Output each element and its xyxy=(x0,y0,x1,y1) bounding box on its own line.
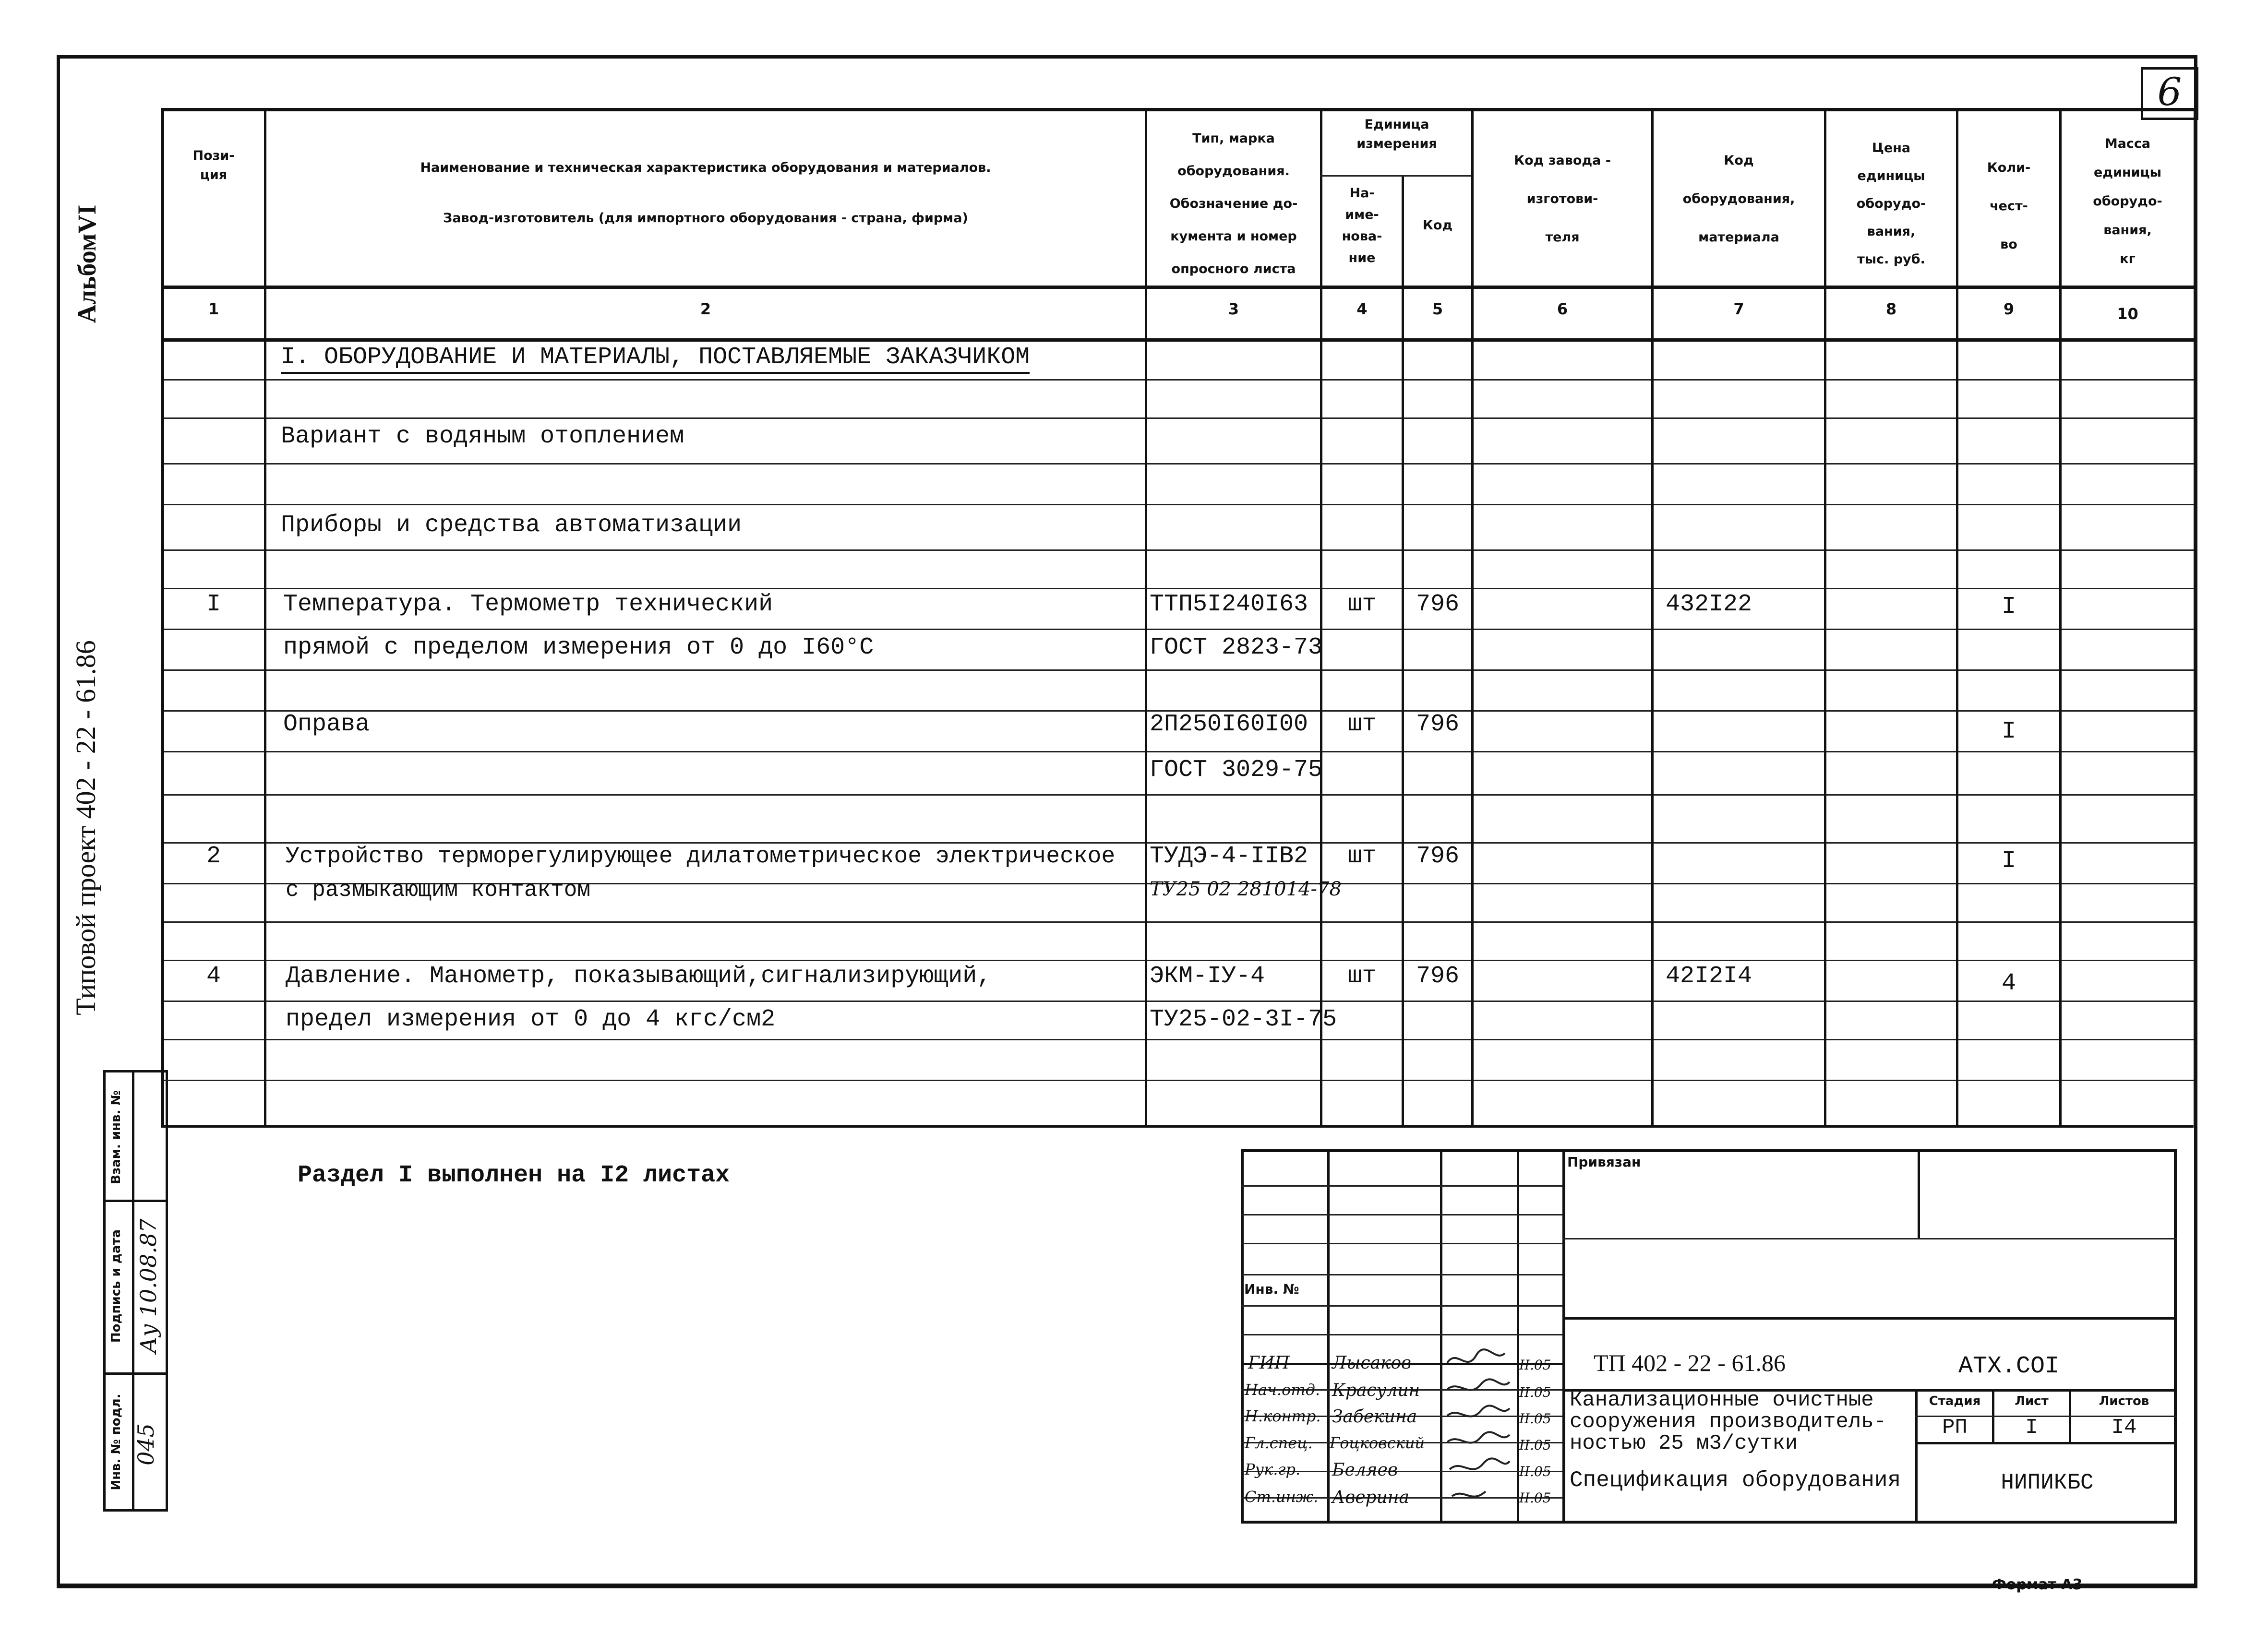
stage-label: Стадия xyxy=(1929,1394,1981,1408)
project-vertical-label: Типовой проект 402 - 22 - 61.86 xyxy=(70,640,101,1015)
colnum-3: 3 xyxy=(1228,300,1239,318)
inv-podl-value: 045 xyxy=(133,1423,159,1465)
row-type: 2П250I60I00 xyxy=(1150,711,1308,738)
signature-date: II.05 xyxy=(1519,1411,1551,1427)
row-type: ТУ25-02-3I-75 xyxy=(1150,1006,1337,1033)
row-unit: шт xyxy=(1347,711,1377,738)
colnum-1: 1 xyxy=(208,300,219,318)
signature-name: Гоцковский xyxy=(1330,1434,1425,1452)
header-plant-code: Код завода - изготови- теля xyxy=(1514,153,1611,245)
signature-date: II.05 xyxy=(1519,1384,1551,1400)
section-title: I. ОБОРУДОВАНИЕ И МАТЕРИАЛЫ, ПОСТАВЛЯЕМЫЕ ЗАКАЗЧИКОМ xyxy=(281,343,1030,374)
row-name: Оправа xyxy=(283,711,370,738)
sheet-code: АТХ.COI xyxy=(1958,1353,2060,1380)
sheets-label: Листов xyxy=(2099,1394,2149,1408)
colnum-2: 2 xyxy=(700,300,711,318)
page-number: 6 xyxy=(2157,70,2182,114)
signature-role: Нач.отд. xyxy=(1245,1381,1320,1399)
header-position: Пози- ция xyxy=(192,148,235,182)
signature-role: ГИП xyxy=(1248,1353,1290,1373)
subsection-title: Приборы и средства автоматизации xyxy=(281,512,742,539)
row-type: ТУДЭ-4-IIВ2 xyxy=(1150,843,1308,870)
row-position: 2 xyxy=(206,843,221,870)
colnum-8: 8 xyxy=(1885,300,1897,318)
colnum-10: 10 xyxy=(2117,305,2138,323)
signature-marks xyxy=(1442,1344,1514,1521)
header-mass: Масса единицы оборудо- вания, кг xyxy=(2093,136,2162,266)
row-qty: I xyxy=(2001,847,2016,875)
row-position: I xyxy=(206,591,221,618)
header-quantity: Коли- чест- во xyxy=(1987,160,2031,252)
privyazan-label: Привязан xyxy=(1567,1154,1641,1170)
colnum-7: 7 xyxy=(1733,300,1744,318)
row-qty: I xyxy=(2001,593,2016,620)
colnum-9: 9 xyxy=(2003,300,2015,318)
row-type: ГОСТ 2823-73 xyxy=(1150,634,1323,661)
row-name: прямой с пределом измерения от 0 до I60°С xyxy=(283,634,874,661)
signature-name: Аверина xyxy=(1332,1488,1409,1507)
row-type: ЭКМ-IУ-4 xyxy=(1150,963,1265,990)
signature-date: II.05 xyxy=(1519,1464,1551,1479)
header-price: Цена единицы оборудо- вания, тыс. руб. xyxy=(1856,141,1926,267)
inv-podl-label: Инв. № подл. xyxy=(109,1394,123,1490)
format-label: Формат А3 xyxy=(1992,1576,2083,1593)
row-type: ГОСТ 3029-75 xyxy=(1150,756,1323,784)
signature-name: Лысаков xyxy=(1332,1353,1412,1373)
row-qty: 4 xyxy=(2001,970,2016,997)
signature-role: Ст.инж. xyxy=(1245,1488,1319,1506)
vzam-label: Взам. инв. № xyxy=(109,1090,123,1184)
signature-date: II.05 xyxy=(1519,1490,1551,1506)
row-name: Давление. Манометр, показывающий,сигнализирующий, xyxy=(286,963,992,990)
doc-spec-title: Спецификация оборудования xyxy=(1570,1468,1901,1493)
row-code: 796 xyxy=(1416,963,1459,990)
organization: НИПИКБС xyxy=(2001,1470,2094,1495)
row-name: предел измерения от 0 до 4 кгс/см2 xyxy=(286,1006,776,1033)
section-note: Раздел I выполнен на I2 листах xyxy=(298,1162,730,1189)
signature-role: Н.контр. xyxy=(1245,1407,1321,1425)
sign-date-label: Подпись и дата xyxy=(109,1229,123,1343)
row-unit: шт xyxy=(1347,591,1377,618)
row-code: 796 xyxy=(1416,591,1459,618)
row-equip-code: 42I2I4 xyxy=(1666,963,1752,990)
row-equip-code: 432I22 xyxy=(1666,591,1752,618)
outer-bottom-line xyxy=(57,1584,2197,1587)
header-unit-code: Код xyxy=(1422,218,1453,233)
row-type: ТТП5I240I63 xyxy=(1150,591,1308,618)
sheets-value: I4 xyxy=(2111,1416,2137,1440)
row-code: 796 xyxy=(1416,711,1459,738)
header-unit-name: На- име- нова- ние xyxy=(1342,186,1382,265)
row-qty: I xyxy=(2001,718,2016,745)
sign-date-value: Ау 10.08.87 xyxy=(135,1218,161,1354)
row-name: Температура. Термометр технический xyxy=(283,591,773,618)
doc-code: ТП 402 - 22 - 61.86 xyxy=(1594,1349,1786,1376)
signature-name: Беляев xyxy=(1332,1460,1398,1480)
row-unit: шт xyxy=(1347,963,1377,990)
stage-value: РП xyxy=(1942,1416,1968,1440)
row-code: 796 xyxy=(1416,843,1459,870)
signature-date: II.05 xyxy=(1519,1357,1551,1373)
row-position: 4 xyxy=(206,963,221,990)
row-name: с размыкающим контактом xyxy=(286,878,590,903)
header-name-line1: Наименование и техническая характеристика оборудования и материалов. xyxy=(420,160,991,175)
variant-title: Вариант с водяным отоплением xyxy=(281,423,684,450)
header-unit-group: Единица измерения xyxy=(1356,117,1437,151)
album-label: АльбомVI xyxy=(72,204,101,323)
header-equip-code: Код оборудования, материала xyxy=(1682,153,1795,245)
row-type: ТУ25 02 281014-78 xyxy=(1150,878,1342,900)
inv-no-label: Инв. № xyxy=(1244,1281,1299,1297)
signature-role: Рук.гр. xyxy=(1245,1460,1301,1478)
signature-role: Гл.спец. xyxy=(1245,1434,1313,1452)
header-type: Тип, марка оборудования. Обозначение до- кумента и номер опросного листа xyxy=(1169,131,1298,276)
doc-name-line3: ностью 25 м3/сутки xyxy=(1570,1431,1798,1455)
header-name-line2: Завод-изготовитель (для импортного оборудования - страна, фирма) xyxy=(443,211,968,226)
doc-name-line1: Канализационные очистные xyxy=(1570,1388,1874,1412)
signature-name: Красулин xyxy=(1332,1381,1420,1400)
sheet-label: Лист xyxy=(2015,1394,2049,1408)
colnum-6: 6 xyxy=(1557,300,1568,318)
sheet-value: I xyxy=(2025,1416,2038,1440)
row-name: Устройство терморегулирующее дилатометрическое электрическое xyxy=(286,844,1116,870)
colnum-4: 4 xyxy=(1356,300,1368,318)
doc-name-line2: сооружения производитель- xyxy=(1570,1410,1887,1434)
signature-date: II.05 xyxy=(1519,1437,1551,1453)
row-unit: шт xyxy=(1347,843,1377,870)
signature-name: Забекина xyxy=(1332,1407,1417,1427)
colnum-5: 5 xyxy=(1432,300,1443,318)
